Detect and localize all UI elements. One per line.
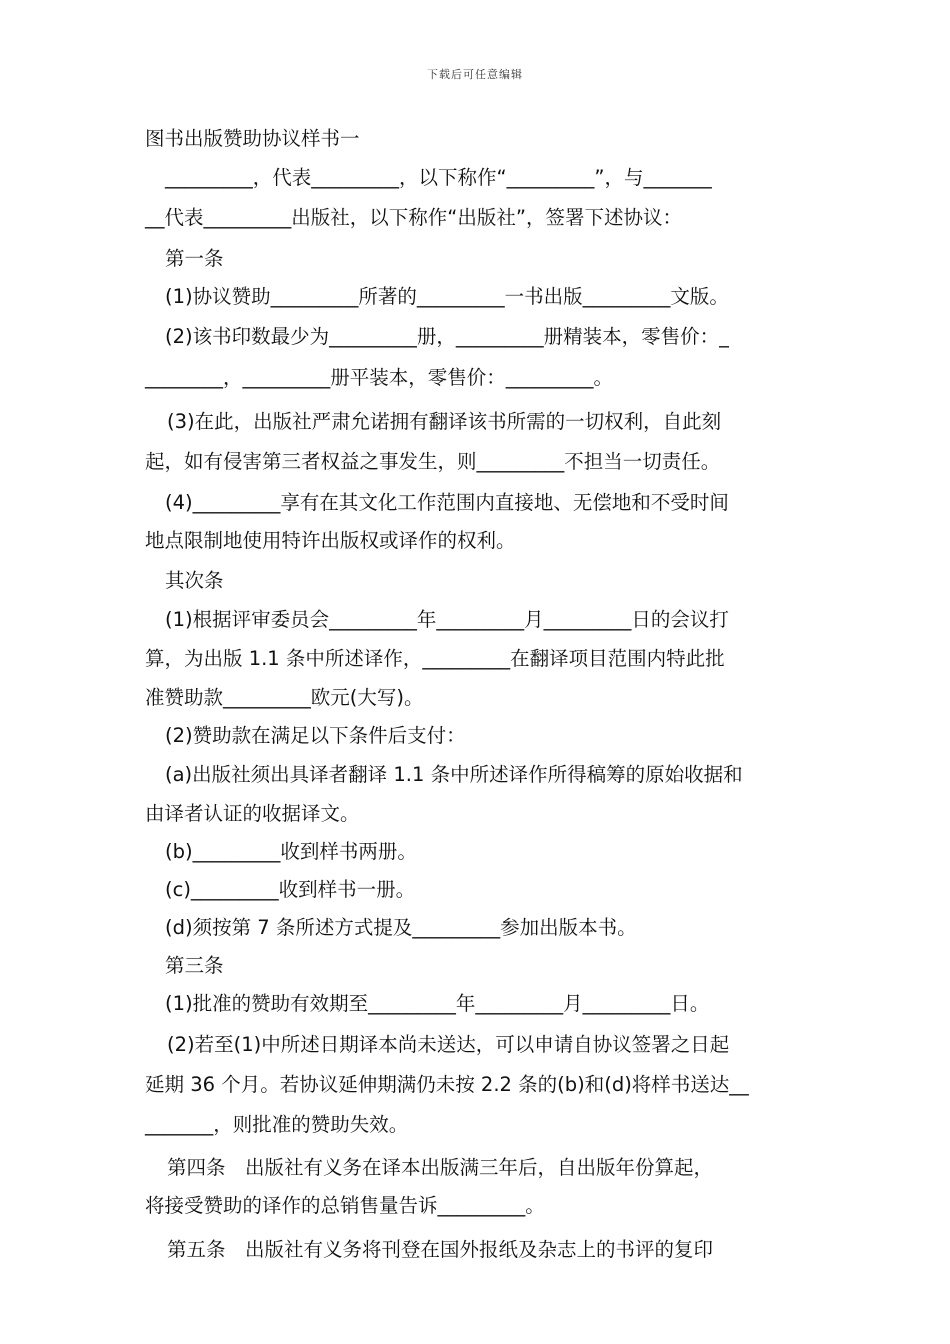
article-4-paragraph: 第四条 出版社有义务在译本出版满三年后，自出版年份算起， 将接受赞助的译作的总销售量告诉_________。 [145,1156,714,1217]
article-2-heading: 其次条 [165,569,224,592]
article-1-clause-4: (4)_________享有在其文化工作范围内直接地、无偿地和不受时间 地点限制地使用特许出版权或译作的权利。 [145,491,729,552]
article-3-clause-2: (2)若至(1)中所述日期译本尚未送达，可以申请自协议签署之日起 延期 36 个月。若协议延伸期满仍未按 2.2 条的(b)和(d)将样书送达__ _______，则批准的赞助失效。 [145,1033,749,1136]
article-2-item-d: (d)须按第 7 条所述方式提及_________参加出版本书。 [165,916,637,939]
article-3-clause-1: (1)批准的赞助有效期至_________年_________月_________日。 [165,992,710,1015]
article-5-paragraph: 第五条 出版社有义务将刊登在国外报纸及杂志上的书评的复印 [167,1238,714,1261]
document-title: 图书出版赞助协议样书一 [145,127,360,150]
article-2-item-c: (c)_________收到样书一册。 [165,878,416,901]
article-1-clause-1: (1)协议赞助_________所著的_________一书出版_________文版。 [165,285,729,308]
article-1-clause-3: (3)在此，出版社严肃允诺拥有翻译该书所需的一切权利，自此刻 起，如有侵害第三者权益之事发生，则_________不担当一切责任。 [145,410,722,473]
article-2-item-a: (a)出版社须出具译者翻译 1.1 条中所述译作所得稿筹的原始收据和 由译者认证的收据译文。 [145,763,743,825]
page-header: 下载后可任意编辑 [427,68,523,81]
article-3-heading: 第三条 [165,954,224,977]
article-1-heading: 第一条 [165,247,224,270]
article-1-clause-2: (2)该书印数最少为_________册，_________册精装本，零售价：_ ________，_________册平装本，零售价：_________。 [145,325,729,389]
article-2-clause-1: (1)根据评审委员会_________年_________月_________日的会议打 算，为出版 1.1 条中所述译作，_________在翻译项目范围内特此批 准赞助款_________欧元(大写)。 [145,608,729,709]
article-2-clause-2: (2)赞助款在满足以下条件后支付： [165,724,466,747]
article-2-item-b: (b)_________收到样书两册。 [165,840,417,863]
document-body [145,120,810,1269]
preamble-paragraph: _________，代表_________，以下称作“_________”，与_______ __代表_________出版社，以下称作“出版社”，签署下述协议： [145,166,712,229]
